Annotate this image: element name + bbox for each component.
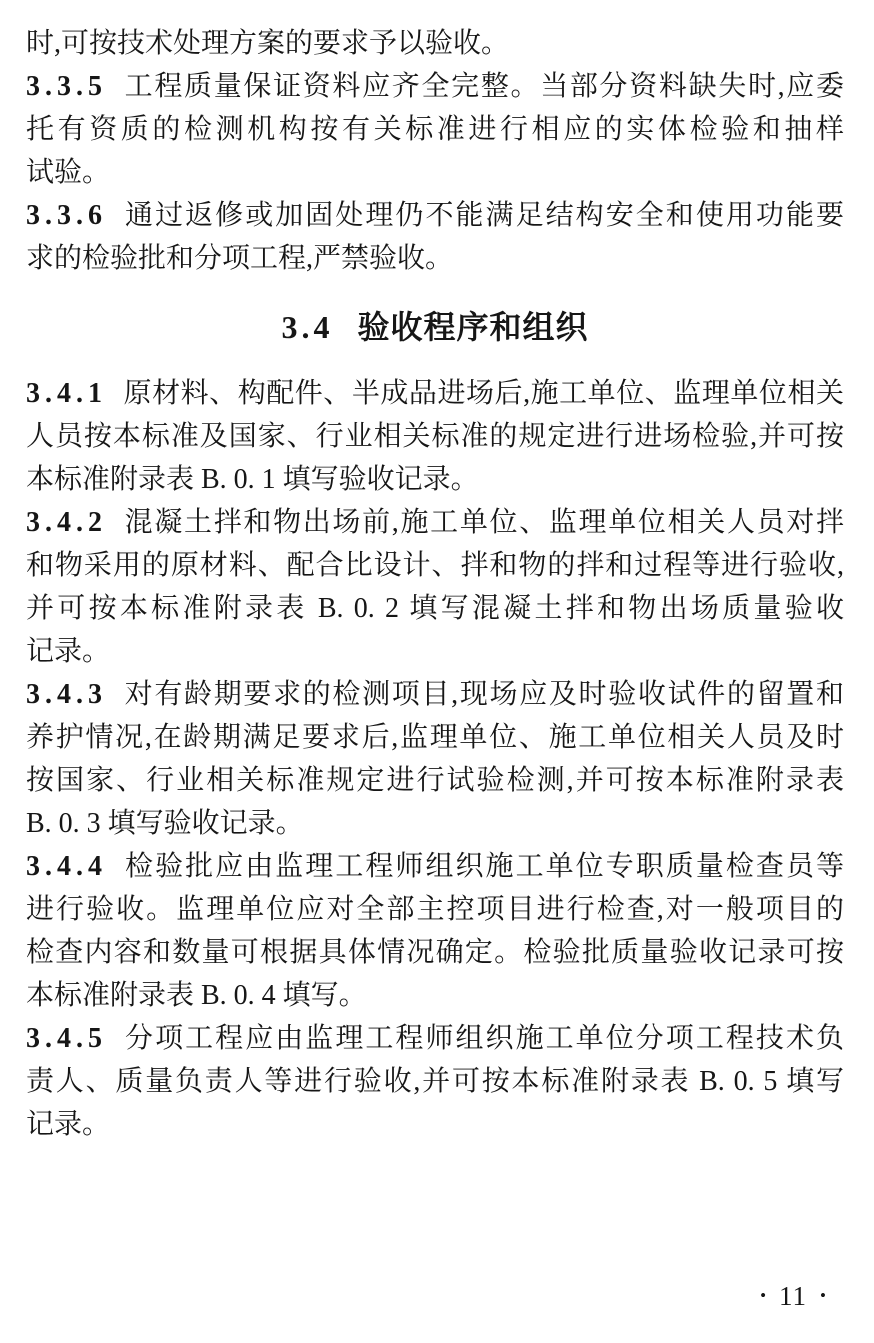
paragraph-line bbox=[26, 759, 844, 802]
page-number: 11 bbox=[779, 1281, 808, 1311]
paragraph-line bbox=[26, 194, 844, 237]
line-text: 记录。 bbox=[26, 636, 111, 667]
paragraph-line bbox=[26, 1103, 844, 1146]
clause-paragraph-3-4-3 bbox=[26, 673, 844, 845]
page-body bbox=[26, 22, 844, 1146]
line-text: 本标准附录表 B. 0. 4 填写。 bbox=[26, 980, 367, 1011]
intro-paragraph bbox=[26, 22, 844, 65]
footer-dot-left: • bbox=[760, 1286, 767, 1305]
clause-number: 3.4.1 bbox=[26, 378, 107, 409]
line-text: 工程质量保证资料应齐全完整。当部分资料缺失时,应委 bbox=[123, 71, 844, 102]
clause-number: 3.3.6 bbox=[26, 200, 107, 231]
clause-number: 3.4.2 bbox=[26, 507, 107, 538]
line-text: 本标准附录表 B. 0. 1 填写验收记录。 bbox=[26, 464, 479, 495]
line-text: 按国家、行业相关标准规定进行试验检测,并可按本标准附录表 bbox=[26, 765, 844, 796]
line-text: 和物采用的原材料、配合比设计、拌和物的拌和过程等进行验收, bbox=[26, 550, 844, 581]
paragraph-line bbox=[26, 151, 844, 194]
line-text: 记录。 bbox=[26, 1109, 111, 1140]
paragraph-line bbox=[26, 888, 844, 931]
page-footer bbox=[760, 1281, 826, 1312]
paragraph-line bbox=[26, 587, 844, 630]
paragraph-line bbox=[26, 458, 844, 501]
paragraph-line bbox=[26, 931, 844, 974]
paragraph-line bbox=[26, 372, 844, 415]
clause-paragraph-3-3-6 bbox=[26, 194, 844, 280]
line-text: 混凝土拌和物出场前,施工单位、监理单位相关人员对拌 bbox=[123, 507, 844, 538]
paragraph-line bbox=[26, 237, 844, 280]
paragraph-line bbox=[26, 802, 844, 845]
clause-paragraph-3-4-1 bbox=[26, 372, 844, 501]
line-text: 对有龄期要求的检测项目,现场应及时验收试件的留置和 bbox=[123, 679, 844, 710]
line-text: 时,可按技术处理方案的要求予以验收。 bbox=[26, 28, 510, 59]
clause-paragraph-3-4-5 bbox=[26, 1017, 844, 1146]
paragraph-line bbox=[26, 22, 844, 65]
line-text: 养护情况,在龄期满足要求后,监理单位、施工单位相关人员及时 bbox=[26, 722, 844, 753]
paragraph-line bbox=[26, 630, 844, 673]
line-text: 原材料、构配件、半成品进场后,施工单位、监理单位相关 bbox=[123, 378, 844, 409]
line-text: 托有资质的检测机构按有关标准进行相应的实体检验和抽样 bbox=[26, 114, 844, 145]
line-text: 检查内容和数量可根据具体情况确定。检验批质量验收记录可按 bbox=[26, 937, 844, 968]
paragraph-line bbox=[26, 673, 844, 716]
line-text: 检验批应由监理工程师组织施工单位专职质量检查员等 bbox=[123, 851, 844, 882]
clause-paragraph-3-4-4 bbox=[26, 845, 844, 1017]
paragraph-line bbox=[26, 716, 844, 759]
paragraph-line bbox=[26, 1017, 844, 1060]
clause-number: 3.4.3 bbox=[26, 679, 107, 710]
line-text: 试验。 bbox=[26, 157, 111, 188]
paragraph-line bbox=[26, 1060, 844, 1103]
line-text: 人员按本标准及国家、行业相关标准的规定进行进场检验,并可按 bbox=[26, 421, 844, 452]
footer-dot-right: • bbox=[820, 1286, 826, 1305]
line-text: 求的检验批和分项工程,严禁验收。 bbox=[26, 243, 454, 274]
clause-number: 3.4.5 bbox=[26, 1023, 107, 1054]
line-text: 分项工程应由监理工程师组织施工单位分项工程技术负 bbox=[123, 1023, 844, 1054]
paragraph-line bbox=[26, 65, 844, 108]
line-text: 通过返修或加固处理仍不能满足结构安全和使用功能要 bbox=[123, 200, 844, 231]
clause-paragraph-3-3-5 bbox=[26, 65, 844, 194]
section-heading bbox=[26, 304, 844, 350]
paragraph-line bbox=[26, 544, 844, 587]
line-text: 并可按本标准附录表 B. 0. 2 填写混凝土拌和物出场质量验收 bbox=[26, 593, 844, 624]
paragraph-line bbox=[26, 108, 844, 151]
line-text: B. 0. 3 填写验收记录。 bbox=[26, 808, 304, 839]
line-text: 进行验收。监理单位应对全部主控项目进行检查,对一般项目的 bbox=[26, 894, 844, 925]
paragraph-line bbox=[26, 415, 844, 458]
paragraph-line bbox=[26, 501, 844, 544]
section-number: 3.4 bbox=[281, 309, 334, 345]
paragraph-line bbox=[26, 845, 844, 888]
line-text: 责人、质量负责人等进行验收,并可按本标准附录表 B. 0. 5 填写 bbox=[26, 1066, 844, 1097]
clause-number: 3.3.5 bbox=[26, 71, 107, 102]
clause-paragraph-3-4-2 bbox=[26, 501, 844, 673]
section-title: 验收程序和组织 bbox=[357, 309, 589, 345]
paragraph-line bbox=[26, 974, 844, 1017]
clause-number: 3.4.4 bbox=[26, 851, 107, 882]
